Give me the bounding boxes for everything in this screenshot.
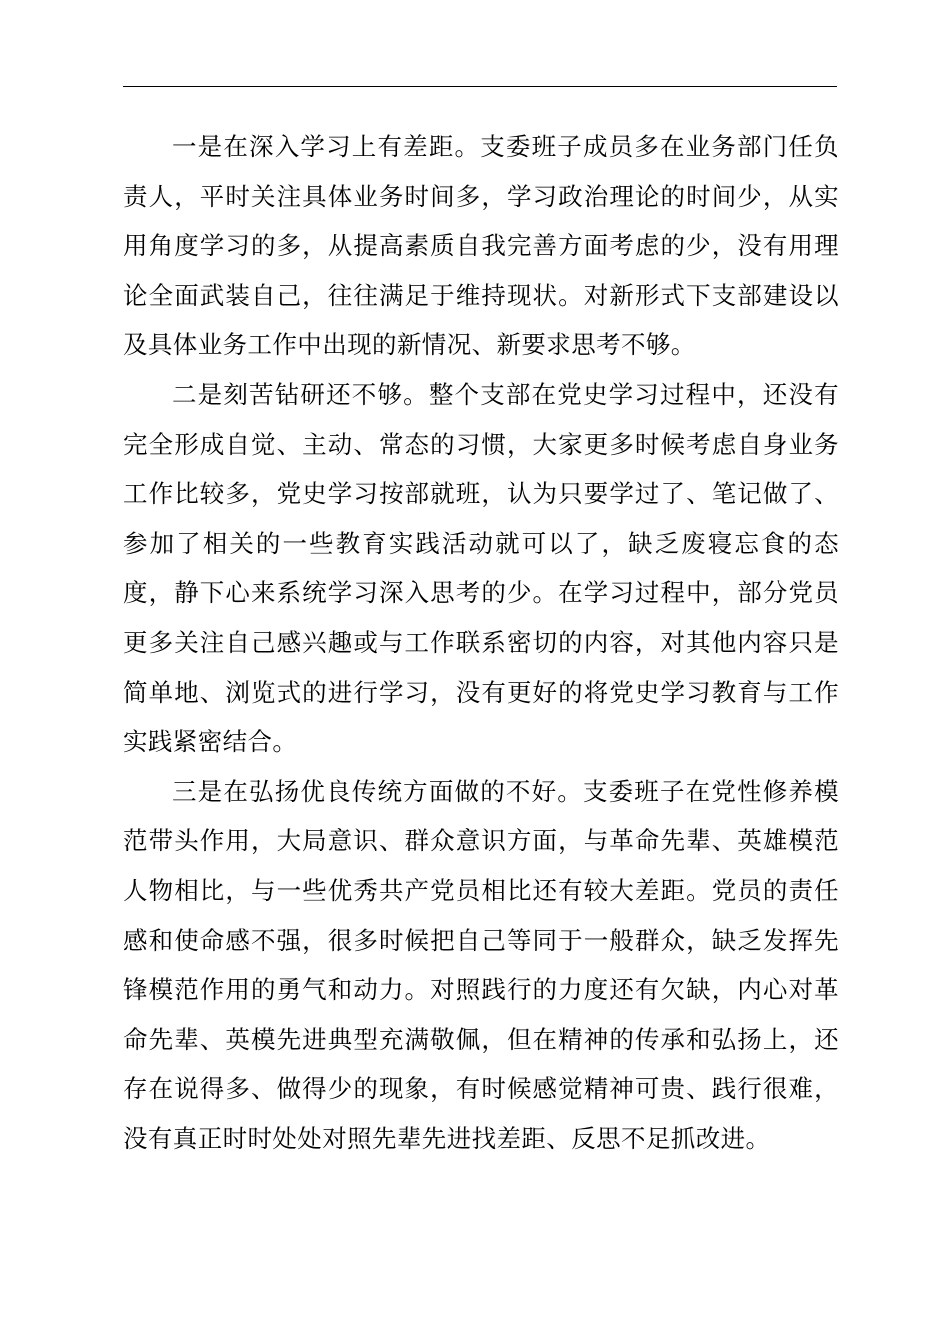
document-body: [123, 122, 839, 1163]
header-rule: [123, 86, 837, 87]
paragraph-2: 二是刻苦钻研还不够。整个支部在党史学习过程中，还没有完全形成自觉、主动、常态的习惯，大家更多时候考虑自身业务工作比较多，党史学习按部就班，认为只要学过了、笔记做了、参加了相关的一些教育实践活动就可以了，缺乏废寝忘食的态度，静下心来系统学习深入思考的少。在学习过程中，部分党员更多关注自己感兴趣或与工作联系密切的内容，对其他内容只是简单地、浏览式的进行学习，没有更好的将党史学习教育与工作实践紧密结合。: [123, 379, 839, 757]
paragraph-1: 一是在深入学习上有差距。支委班子成员多在业务部门任负责人，平时关注具体业务时间多，学习政治理论的时间少，从实用角度学习的多，从提高素质自我完善方面考虑的少，没有用理论全面武装自己，往往满足于维持现状。对新形式下支部建设以及具体业务工作中出现的新情况、新要求思考不够。: [123, 132, 839, 360]
paragraph-3: 三是在弘扬优良传统方面做的不好。支委班子在党性修养模范带头作用，大局意识、群众意识方面，与革命先辈、英雄模范人物相比，与一些优秀共产党员相比还有较大差距。党员的责任感和使命感不强，很多时候把自己等同于一般群众，缺乏发挥先锋模范作用的勇气和动力。对照践行的力度还有欠缺，内心对革命先辈、英模先进典型充满敬佩，但在精神的传承和弘扬上，还存在说得多、做得少的现象，有时候感觉精神可贵、践行很难，没有真正时时处处对照先辈先进找差距、反思不足抓改进。: [123, 776, 839, 1153]
